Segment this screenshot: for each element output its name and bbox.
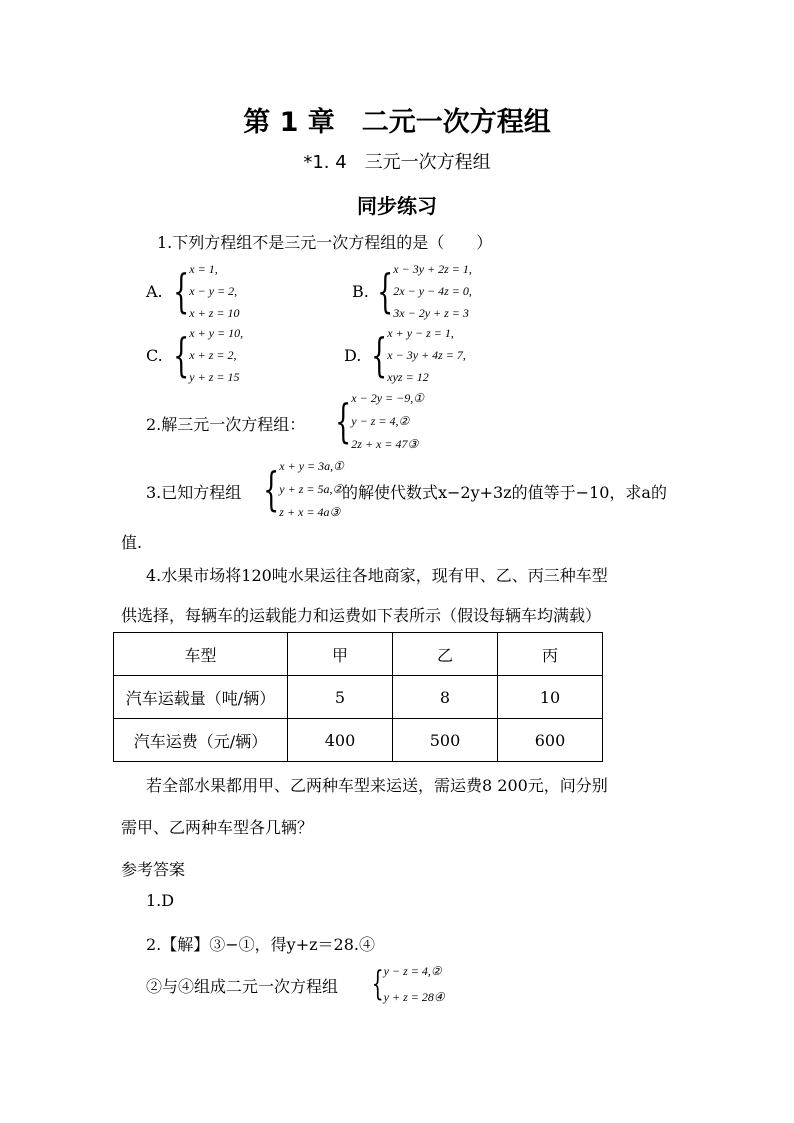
section-title: *1. 4 三元一次方程组 [303,152,491,173]
table-cell: 500 [393,719,498,762]
table-header-cell: 车型 [114,633,288,676]
brace-icon: { [263,462,280,516]
answer-1: 1.D [146,891,175,910]
question-2-prompt: 2.解三元一次方程组： [146,415,306,434]
chapter-title: 第 1 章 二元一次方程组 [243,107,551,138]
equation: y + z = 15 [189,370,240,384]
equation: x + z = 2, [189,348,237,362]
equation: x = 1, [189,262,218,276]
brace-icon: { [173,264,190,318]
equation: x − 3y + 2z = 1, [393,262,472,276]
table-cell: 600 [498,719,603,762]
equation: y + z = 5a,② [279,482,344,496]
option-a-system [160,262,239,320]
question-1-prompt: 1.下列方程组不是三元一次方程组的是（ ） [157,233,493,252]
question-3-suffix: 的解使代数式x−2y+3z的值等于−10，求a的 [342,483,667,502]
question-3-system [250,459,344,519]
equation: x − 3y + 4z = 7, [387,348,466,362]
table-row [114,719,603,762]
equation: x − y = 2, [189,284,238,298]
brace-icon: { [371,328,388,382]
equation: x − 2y = −9,① [351,391,424,405]
brace-icon: { [173,328,190,382]
answer-2-continuation: ②与④组成二元一次方程组 [146,977,339,996]
answer-2-system [362,964,445,1004]
question-2-system [322,391,424,451]
option-c-label: C. [146,346,163,365]
question-4-after1: 若全部水果都用甲、乙两种车型来运送，需运费8 200元，问分别 [146,776,608,795]
equation: x + z = 10 [189,306,240,320]
table-cell: 汽车运载量（吨/辆） [114,676,288,719]
equation: x + y − z = 1, [387,326,454,340]
equation: 3x − 2y + z = 3 [393,306,469,320]
brace-icon: { [377,264,394,318]
table-cell: 400 [288,719,393,762]
equation: y + z = 28④ [383,990,445,1004]
equation: y − z = 4,② [383,964,442,978]
table-row [114,676,603,719]
brace-icon: { [371,964,384,1004]
equation: 2z + x = 47③ [351,437,419,451]
question-4-after2: 需甲、乙两种车型各几辆？ [121,818,314,837]
answers-heading: 参考答案 [121,860,186,879]
table-cell: 8 [393,676,498,719]
table-header-row [114,633,603,676]
practice-heading: 同步练习 [357,194,437,218]
answer-2: 2.【解】③−①，得y+z＝28.④ [146,935,375,954]
equation: x + y = 10, [189,326,244,340]
equation: 2x − y − 4z = 0, [393,284,472,298]
table-cell: 汽车运费（元/辆） [114,719,288,762]
equation: z + x = 4a③ [279,505,341,519]
table-cell: 10 [498,676,603,719]
equation: y − z = 4,② [351,414,410,428]
vehicle-table [113,632,603,762]
equation: xyz = 12 [387,370,429,384]
table-header-cell: 乙 [393,633,498,676]
option-b-label: B. [352,282,369,301]
question-3-continuation: 值. [121,533,143,552]
table-header-cell: 甲 [288,633,393,676]
table-cell: 5 [288,676,393,719]
brace-icon: { [335,394,352,448]
option-d-system [358,326,466,384]
option-b-system [364,262,472,320]
option-d-label: D. [344,346,362,365]
option-c-system [160,326,243,384]
option-a-label: A. [146,282,163,301]
question-4-line2: 供选择，每辆车的运载能力和运费如下表所示（假设每辆车均满载） [121,606,602,625]
question-4-line1: 4.水果市场将120吨水果运往各地商家，现有甲、乙、丙三种车型 [146,566,608,585]
equation: x + y = 3a,① [279,459,344,473]
table-header-cell: 丙 [498,633,603,676]
question-3-prefix: 3.已知方程组 [146,483,242,502]
